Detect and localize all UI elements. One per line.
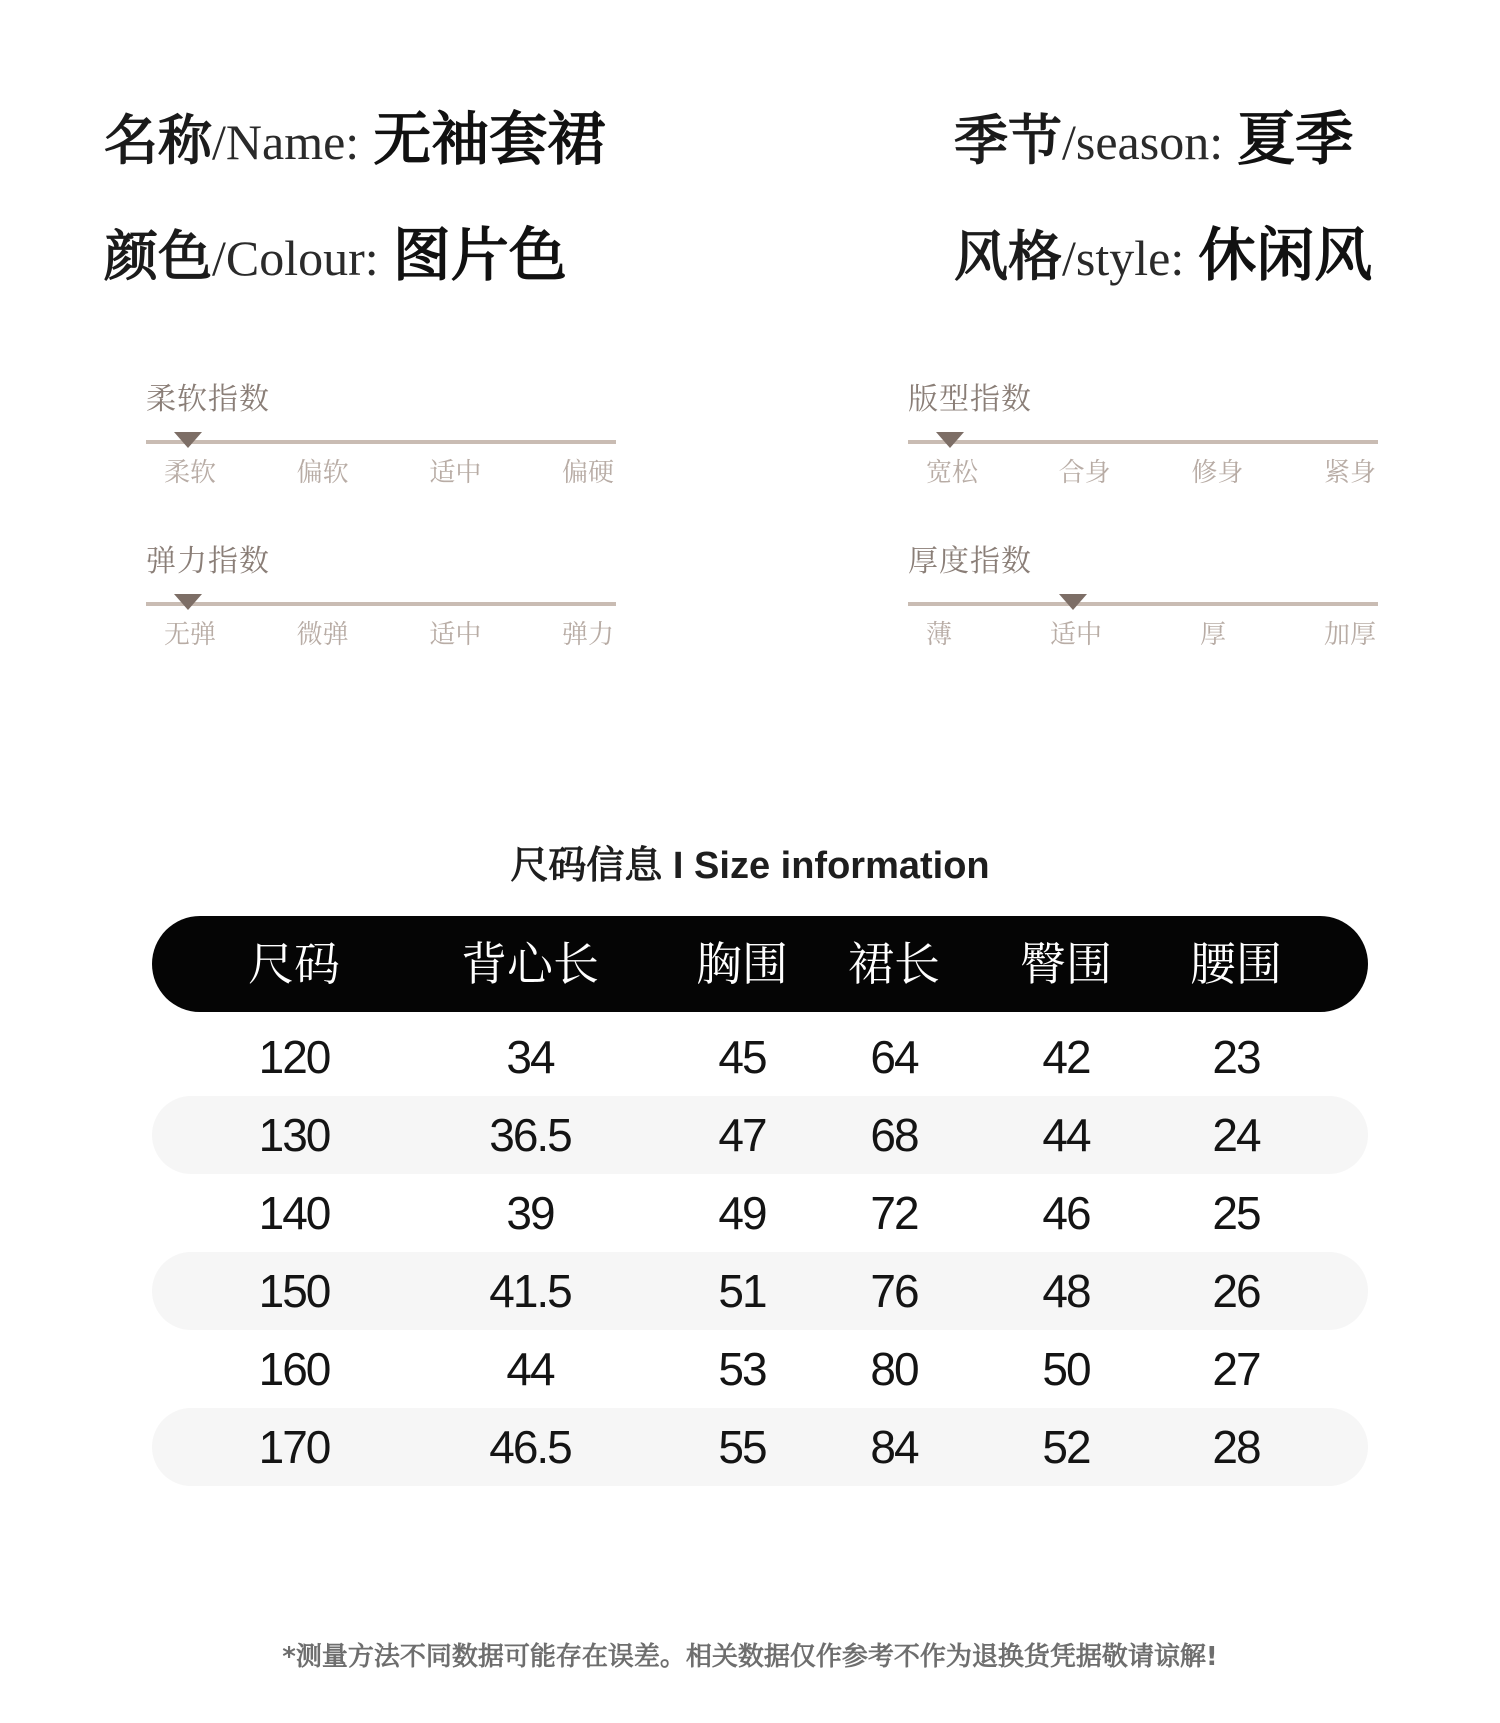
table-cell: 42: [1042, 1031, 1090, 1083]
header-cell-skirt-length: 裙长: [848, 937, 940, 991]
header-cell-top-length: 背心长: [461, 937, 599, 991]
softness-index-marker: [174, 432, 202, 448]
info-style: [954, 208, 1372, 292]
elasticity-index-track: [146, 602, 616, 606]
info-name-label-en: Name:: [225, 114, 360, 170]
elasticity-option: 微弹: [296, 620, 349, 650]
info-colour: [104, 208, 567, 292]
footnote: *测量方法不同数据可能存在误差。相关数据仅作参考不作为退换货凭据敬请谅解!: [282, 1642, 1218, 1672]
table-cell: 120: [258, 1031, 330, 1083]
table-row: [152, 1174, 1368, 1252]
thickness-option: 加厚: [1323, 620, 1376, 650]
header-cell-size: 尺码: [248, 937, 340, 991]
softness-option: 适中: [429, 458, 482, 488]
info-style-label-zh: 风格: [954, 225, 1062, 288]
elasticity-index-marker: [174, 594, 202, 610]
table-row: [152, 1330, 1368, 1408]
info-colour-value: 图片色: [392, 221, 567, 289]
table-cell: 24: [1212, 1109, 1260, 1161]
info-colour-label-en: Colour:: [225, 230, 379, 286]
table-cell: 46.5: [489, 1421, 571, 1473]
table-cell: 36.5: [489, 1109, 571, 1161]
fit-option: 修身: [1191, 458, 1244, 488]
info-name: [104, 92, 605, 176]
table-cell: 130: [258, 1109, 330, 1161]
header-cell-hip: 臀围: [1020, 937, 1112, 991]
table-cell: 68: [870, 1109, 918, 1161]
header-cell-bust: 胸围: [696, 937, 788, 991]
softness-index: [146, 374, 616, 489]
table-cell: 26: [1212, 1265, 1260, 1317]
table-cell: 150: [258, 1265, 330, 1317]
fit-index-track: [908, 440, 1378, 444]
softness-option: 柔软: [164, 458, 217, 488]
softness-option: 偏硬: [561, 458, 614, 488]
thickness-index-marker: [1059, 594, 1087, 610]
table-cell: 160: [258, 1343, 330, 1395]
info-colour-label-zh: 颜色: [104, 225, 212, 288]
table-cell: 52: [1042, 1421, 1090, 1473]
softness-index-track: [146, 440, 616, 444]
info-season: [954, 92, 1353, 176]
table-row: [152, 1018, 1368, 1096]
info-season-value: 夏季: [1237, 105, 1354, 173]
softness-option: 偏软: [296, 458, 349, 488]
header-cell-waist: 腰围: [1190, 937, 1282, 991]
size-table-header: [152, 916, 1368, 1012]
table-cell: 44: [506, 1343, 554, 1395]
table-cell: 47: [718, 1109, 766, 1161]
table-cell: 39: [506, 1187, 554, 1239]
table-cell: 51: [718, 1265, 766, 1317]
table-cell: 49: [718, 1187, 766, 1239]
size-table-title: 尺码信息 I Size information: [510, 845, 990, 887]
table-cell: 41.5: [489, 1265, 571, 1317]
table-row: [152, 1408, 1368, 1486]
table-cell: 46: [1042, 1187, 1090, 1239]
table-cell: 55: [718, 1421, 766, 1473]
thickness-option: 厚: [1199, 620, 1226, 650]
table-cell: 50: [1042, 1343, 1090, 1395]
info-season-label-zh: 季节: [954, 109, 1062, 172]
fit-option: 合身: [1058, 458, 1111, 488]
fit-option: 紧身: [1323, 458, 1376, 488]
info-name-value: 无袖套裙: [373, 105, 606, 173]
table-cell: 34: [506, 1031, 554, 1083]
info-name-label-zh: 名称: [104, 109, 212, 172]
info-style-value: 休闲风: [1198, 221, 1373, 289]
table-cell: 80: [870, 1343, 918, 1395]
table-cell: 28: [1212, 1421, 1260, 1473]
fit-index-title: 版型指数: [908, 382, 1032, 417]
table-cell: 27: [1212, 1343, 1260, 1395]
elasticity-option: 弹力: [561, 620, 614, 650]
info-separator: /: [1062, 114, 1076, 170]
thickness-option: 薄: [926, 620, 953, 650]
table-cell: 64: [870, 1031, 918, 1083]
table-cell: 72: [870, 1187, 918, 1239]
elasticity-index: [146, 536, 616, 651]
fit-index: [908, 374, 1378, 489]
softness-index-title: 柔软指数: [146, 382, 270, 417]
info-season-label-en: season:: [1075, 114, 1224, 170]
table-cell: 170: [258, 1421, 330, 1473]
table-cell: 53: [718, 1343, 766, 1395]
table-cell: 84: [870, 1421, 918, 1473]
fit-index-marker: [936, 432, 964, 448]
table-cell: 44: [1042, 1109, 1090, 1161]
info-separator: /: [212, 114, 226, 170]
table-cell: 48: [1042, 1265, 1090, 1317]
thickness-index: [908, 536, 1378, 651]
info-separator: /: [212, 230, 226, 286]
table-cell: 23: [1212, 1031, 1260, 1083]
table-row: [152, 1096, 1368, 1174]
fit-option: 宽松: [926, 458, 979, 488]
thickness-index-track: [908, 602, 1378, 606]
elasticity-option: 无弹: [164, 620, 217, 650]
thickness-option: 适中: [1049, 620, 1102, 650]
table-cell: 25: [1212, 1187, 1260, 1239]
elasticity-option: 适中: [429, 620, 482, 650]
table-cell: 76: [870, 1265, 918, 1317]
info-style-label-en: style:: [1075, 230, 1185, 286]
info-separator: /: [1062, 230, 1076, 286]
table-cell: 140: [258, 1187, 330, 1239]
table-cell: 45: [718, 1031, 766, 1083]
table-row: [152, 1252, 1368, 1330]
thickness-index-title: 厚度指数: [908, 544, 1032, 579]
elasticity-index-title: 弹力指数: [146, 544, 270, 579]
